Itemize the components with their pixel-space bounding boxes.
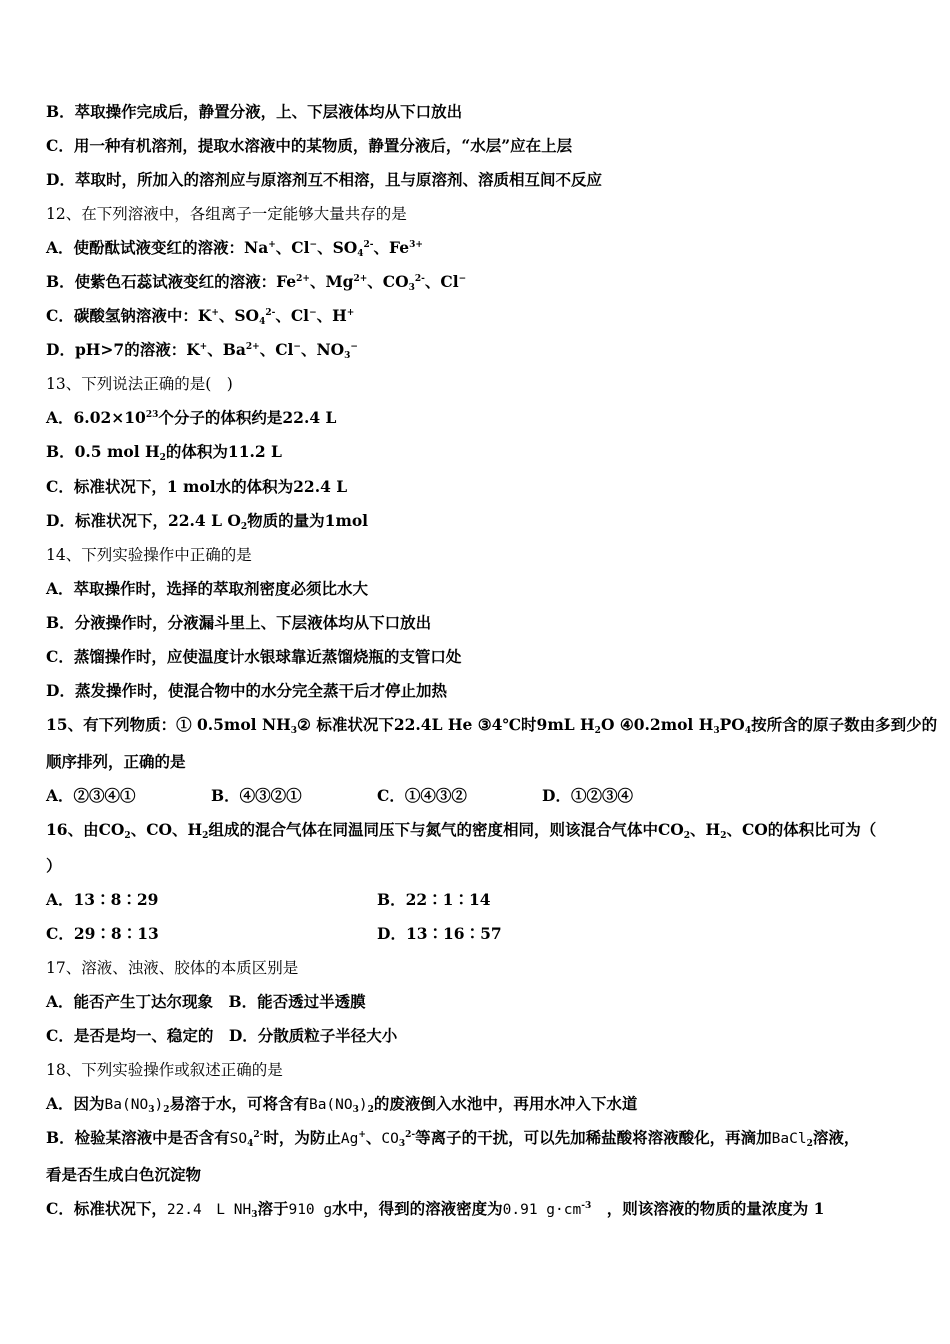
q13-option-a: A．$6.02\times 10^{23}$个分子的体积约是22.4 L bbox=[46, 408, 337, 427]
q15-option-a: A．②③④① bbox=[46, 786, 136, 805]
q13-option-c: C．标准状况下，1 mol水的体积为22.4 L bbox=[46, 477, 348, 496]
q16-option-c: C．29∶8∶13 bbox=[46, 924, 159, 943]
q18-option-b-line1: B．检验某溶液中是否含有$SO_4^{2-}$时，为防止Ag+、$CO_3^{2-}$等离子的干扰，可以先加稀盐酸将溶液酸化，再滴加BaCl$_2$溶液， bbox=[46, 1128, 860, 1149]
q12-option-b: B．使紫色石蕊试液变红的溶液：$Fe^{2+}$、$Mg^{2+}$、$CO_3^{2-}$、Cl− bbox=[46, 272, 467, 293]
q13-option-d: D．标准状况下，22.4 L $O_2$物质的量为1mol bbox=[46, 511, 369, 532]
q18-option-c: C．标准状况下，22.4 L $NH_3$溶于910 g水中，得到的溶液密度为0.91 $g\cdot cm^{-3}$ ，则该溶液的物质的量浓度为 1 bbox=[46, 1199, 825, 1220]
q12-option-d: D．pH>7的溶液：K+、$Ba^{2+}$、Cl−、$NO_3^-$ bbox=[46, 340, 358, 361]
q14-option-a: A．萃取操作时，选择的萃取剂密度必须比水大 bbox=[46, 579, 369, 598]
q17-options-cd: C．是否是均一、稳定的 D．分散质粒子半径大小 bbox=[46, 1026, 398, 1045]
q16-option-d: D．13∶16∶57 bbox=[377, 924, 502, 943]
q18-stem: 18、下列实验操作或叙述正确的是 bbox=[46, 1061, 283, 1079]
q14-option-c: C．蒸馏操作时，应使温度计水银球靠近蒸馏烧瓶的支管口处 bbox=[46, 647, 462, 666]
q11-option-d: D．萃取时，所加入的溶剂应与原溶剂互不相溶，且与原溶剂、溶质相互间不反应 bbox=[46, 170, 602, 189]
q15-stem-line2: 顺序排列，正确的是 bbox=[46, 752, 186, 771]
q18-option-b-line2: 看是否生成白色沉淀物 bbox=[46, 1165, 202, 1184]
q17-options-ab: A．能否产生丁达尔现象 B．能否透过半透膜 bbox=[46, 992, 366, 1011]
q11-option-b: B．萃取操作完成后，静置分液，上、下层液体均从下口放出 bbox=[46, 102, 463, 121]
q14-stem: 14、下列实验操作中正确的是 bbox=[46, 546, 252, 564]
q18-option-a: A．因为$Ba(NO_3)_2$易溶于水，可将含有$Ba(NO_3)_2$的废液倒入水池中，再用水冲入下水道 bbox=[46, 1094, 638, 1115]
q13-option-b: B．0.5 mol $H_2$的体积为11.2 L bbox=[46, 442, 282, 463]
q15-option-d: D．①②③④ bbox=[542, 786, 633, 805]
q14-option-d: D．蒸发操作时，使混合物中的水分完全蒸干后才停止加热 bbox=[46, 681, 447, 700]
q15-stem-line1: 15、有下列物质：① 0.5mol $NH_3②$ 标准状况下22.4L He ③4℃时9mL $H_2O$ ④0.2mol $H_3PO_4$按所含的原子数由多到少的 bbox=[46, 715, 938, 736]
q15-option-b: B．④③②① bbox=[211, 786, 302, 805]
q15-option-c: C．①④③② bbox=[377, 786, 467, 805]
q12-stem: 12、在下列溶液中，各组离子一定能够大量共存的是 bbox=[46, 205, 407, 223]
q14-option-b: B．分液操作时，分液漏斗里上、下层液体均从下口放出 bbox=[46, 613, 432, 632]
q12-option-a: A．使酚酞试液变红的溶液：Na+、Cl−、$SO_4^{2-}$、$Fe^{3+}$ bbox=[46, 238, 423, 259]
q16-option-b: B．22∶1∶14 bbox=[377, 890, 491, 909]
q17-stem: 17、溶液、浊液、胶体的本质区别是 bbox=[46, 959, 299, 977]
q13-stem: 13、下列说法正确的是( ) bbox=[46, 375, 233, 393]
q11-option-c: C．用一种有机溶剂，提取水溶液中的某物质，静置分液后，“水层”应在上层 bbox=[46, 136, 573, 155]
q16-stem-line2: ） bbox=[46, 856, 62, 875]
q12-option-c: C．碳酸氢钠溶液中：K+、$SO_4^{2-}$、Cl−、H+ bbox=[46, 306, 355, 327]
q16-stem-line1: 16、由$CO_2$、CO、$H_2$组成的混合气体在同温同压下与氮气的密度相同，则该混合气体中$CO_2$、$H_2$、CO的体积比可为（ bbox=[46, 820, 877, 841]
q16-option-a: A．13∶8∶29 bbox=[46, 890, 159, 909]
